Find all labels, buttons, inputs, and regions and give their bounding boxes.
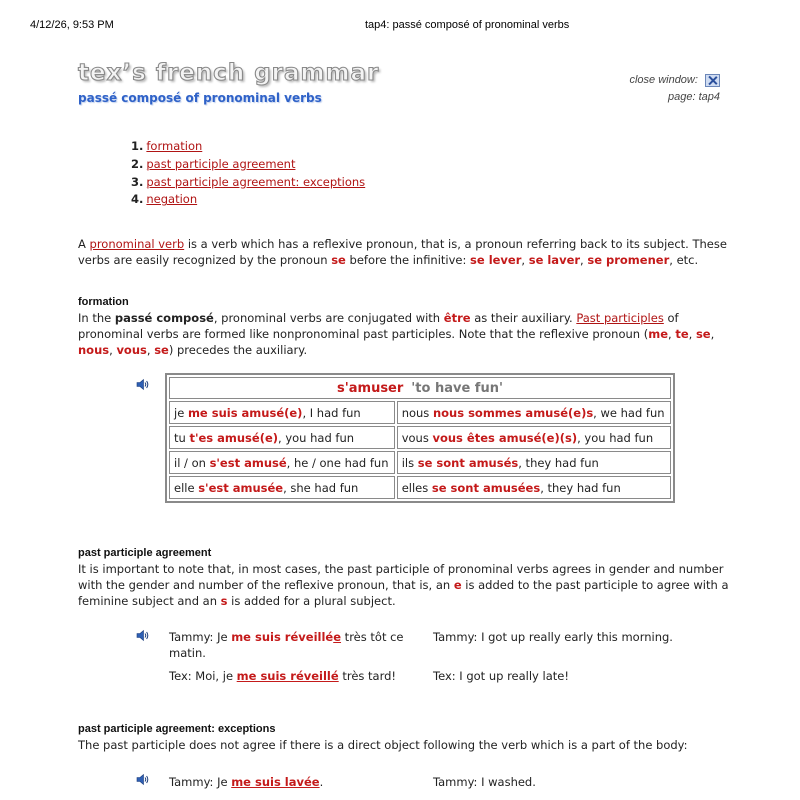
table-header [169, 377, 671, 399]
conjugation-table [165, 373, 675, 503]
toc-item [131, 156, 365, 174]
speaker-icon[interactable] [136, 378, 150, 391]
page-id: page: tap4 [668, 91, 720, 103]
table-row [169, 476, 671, 499]
table-header-row [169, 377, 671, 399]
exceptions-paragraph: The past participle does not agree if there is a direct object following the verb which is a part of the body: [78, 738, 688, 752]
toc-number: 1. [131, 139, 144, 153]
toc-item [131, 191, 365, 209]
table-cell: nous nous sommes amusé(e)s, we had fun [397, 401, 671, 424]
example-french: Tammy: Je me suis lavée. [169, 775, 324, 789]
example-french: Tex: Moi, je me suis réveillé très tard! [169, 669, 397, 683]
verb-meaning: 'to have fun' [411, 380, 503, 396]
table-row [169, 451, 671, 474]
toc-item [131, 138, 365, 156]
table-cell: ils se sont amusés, they had fun [397, 451, 671, 474]
example-english: Tex: I got up really late! [433, 669, 569, 683]
section-heading-agreement: past participle agreement [78, 547, 212, 559]
print-datetime: 4/12/26, 9:53 PM [30, 19, 114, 31]
section-heading-formation: formation [78, 296, 129, 308]
table-of-contents [131, 138, 365, 209]
close-window-icon[interactable] [705, 74, 720, 87]
toc-link-formation[interactable]: formation [146, 139, 203, 153]
table-cell: tu t'es amusé(e), you had fun [169, 426, 395, 449]
past-participles-link[interactable]: Past participles [576, 311, 664, 325]
table-cell: elle s'est amusée, she had fun [169, 476, 395, 499]
table-cell: il / on s'est amusé, he / one had fun [169, 451, 395, 474]
page-subtitle: passé composé of pronominal verbs [78, 91, 322, 105]
site-logo: tex’s french grammar [78, 60, 380, 86]
close-window-row [629, 72, 720, 89]
section-heading-exceptions: past participle agreement: exceptions [78, 723, 276, 735]
speaker-icon[interactable] [136, 773, 150, 786]
toc-link-negation[interactable]: negation [146, 192, 198, 207]
print-page-title: tap4: passé composé of pronominal verbs [365, 19, 570, 31]
table-cell: elles se sont amusées, they had fun [397, 476, 671, 499]
agreement-paragraph: It is important to note that, in most cases, the past participle of pronominal verbs agrees in gender and number with the gender and number of the reflexive pronoun, that is, an e is added to the past participle to agree with a feminine subject and an s is added for a plural subject. [78, 562, 729, 608]
table-row [169, 426, 671, 449]
table-cell: je me suis amusé(e), I had fun [169, 401, 395, 424]
toc-link-agreement[interactable]: past participle agreement [146, 156, 296, 171]
toc-number: 4. [131, 192, 144, 207]
example-french: Tammy: Je me suis réveillée très tôt ce matin. [169, 630, 404, 660]
page-info [629, 72, 720, 106]
pronominal-verb-link[interactable]: pronominal verb [89, 237, 185, 251]
toc-number: 3. [131, 174, 144, 189]
close-window-label: close window: [629, 74, 698, 86]
toc-link-exceptions[interactable]: past participle agreement: exceptions [146, 174, 366, 189]
example-english: Tammy: I got up really early this morning. [433, 630, 673, 644]
speaker-icon[interactable] [136, 629, 150, 642]
example-english: Tammy: I washed. [433, 775, 536, 789]
table-row [169, 401, 671, 424]
intro-paragraph: A pronominal verb is a verb which has a reflexive pronoun, that is, a pronoun referring back to its subject. These verbs are easily recognized by the pronoun se before the infinitive: se lever, se laver, se promener, etc. [78, 237, 727, 267]
toc-number: 2. [131, 156, 144, 171]
verb-infinitive: s'amuser [337, 380, 404, 396]
table-cell: vous vous êtes amusé(e)(s), you had fun [397, 426, 671, 449]
formation-paragraph: In the passé composé, pronominal verbs are conjugated with être as their auxiliary. Past participles of pronominal verbs are formed like nonpronominal past participles. Note that the reflexive pronoun (me, te, se, nous, vous, se) precedes the auxiliary. [78, 311, 715, 357]
toc-item [131, 174, 365, 192]
